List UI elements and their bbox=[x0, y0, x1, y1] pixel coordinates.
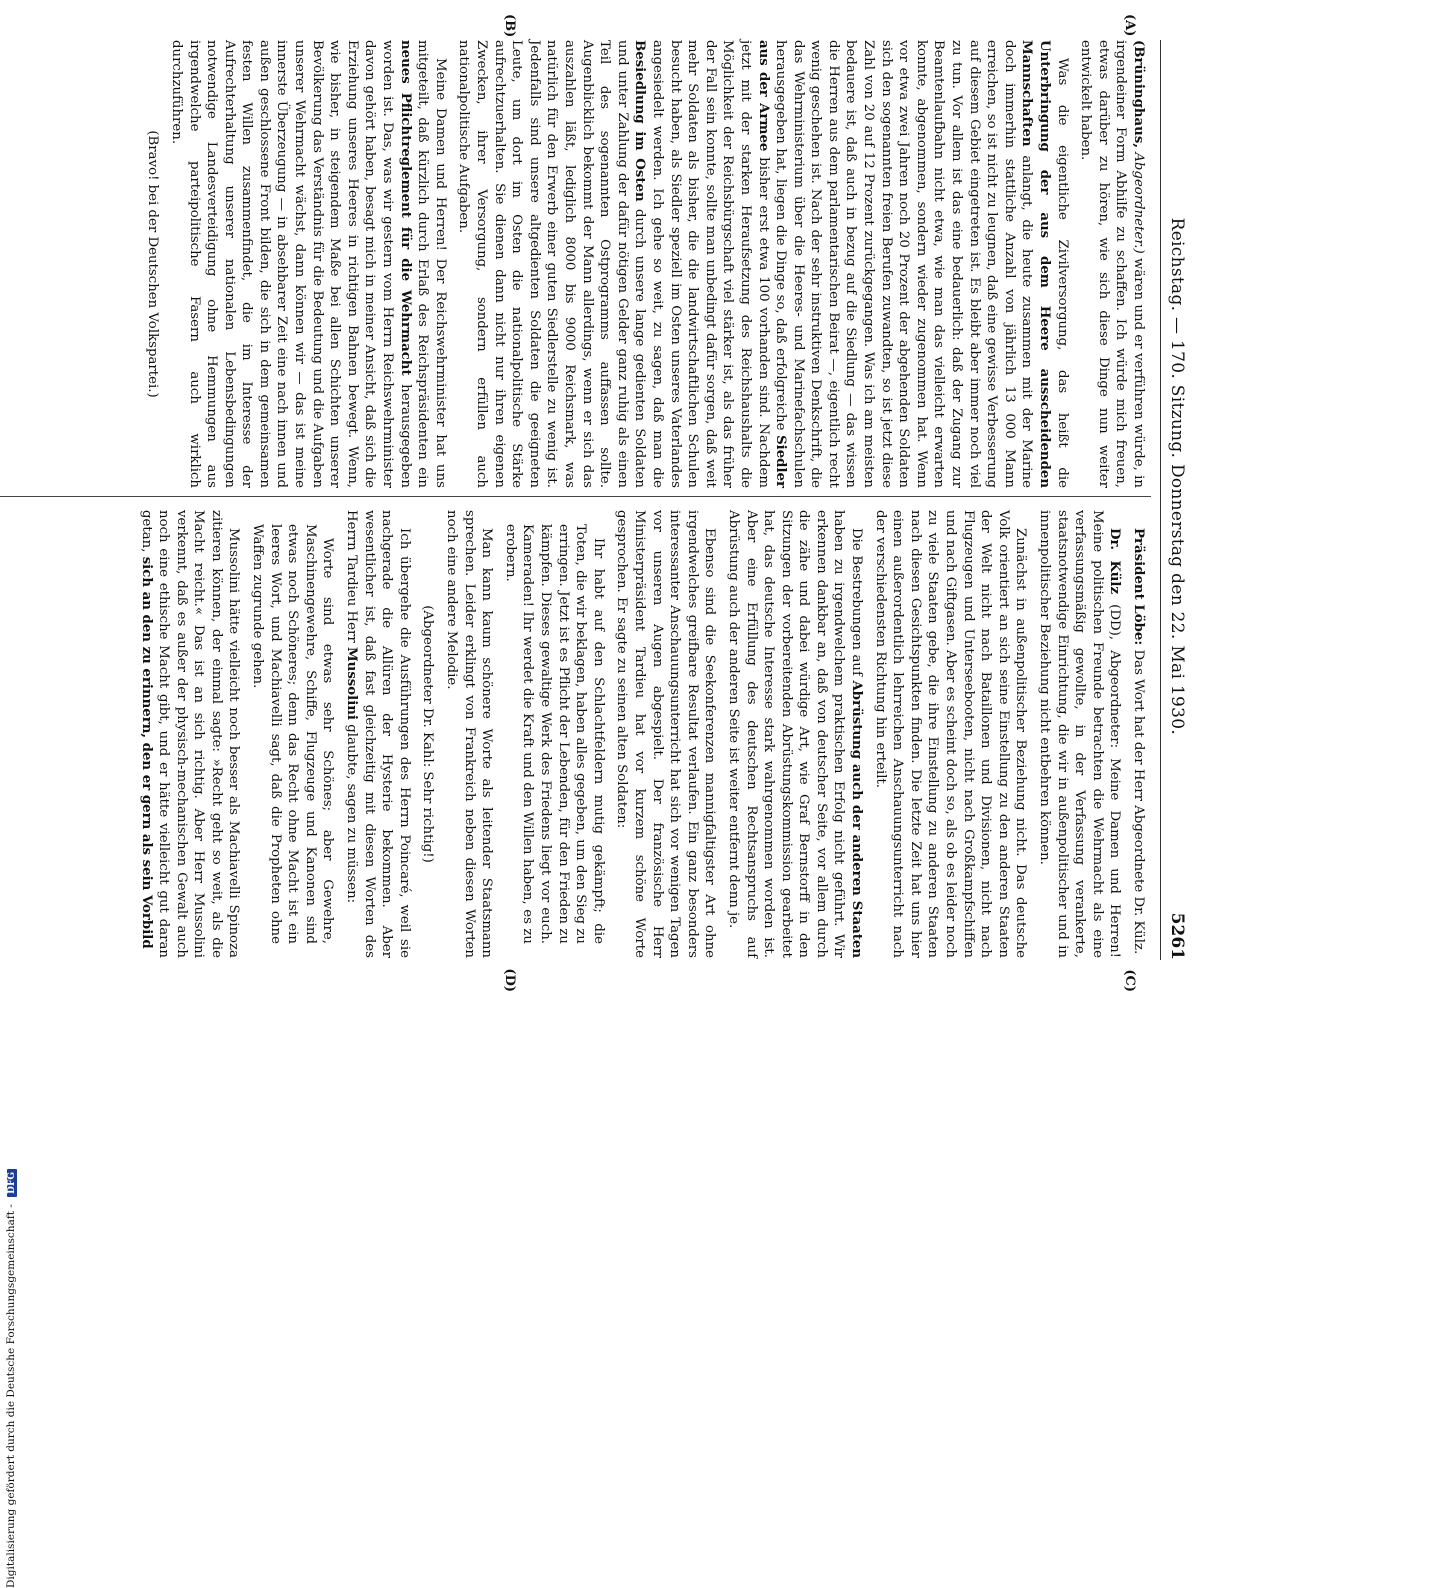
digitization-credit-text bbox=[5, 1171, 17, 1588]
text-run: glaubte, sagen zu müssen: bbox=[344, 724, 360, 904]
quotation: Worte sind etwas sehr Schönes; aber Gewehre, Maschinengewehre, Schiffe, Flugzeuge und Kanonen sind etwas noch Schöneres; denn das Recht ohne Macht ist ein leeres Wort, und Machiavelli sagt, daß die Propheten ohne Waffen zugrunde gehen. bbox=[250, 524, 336, 944]
emphasis-run: Siedler aus der Armee bbox=[755, 40, 789, 488]
margin-marker-a: (A) bbox=[1122, 14, 1137, 37]
emphasis-run: Unterbringung der aus dem Heere ausscheidenden Mannschaften bbox=[1019, 40, 1053, 488]
quotation: Ihr habt auf den Schlachtfeldern mutig gekämpft; die Toten, die wir beklagen, haben alles gegeben, um den Sieg zu erringen. Jetzt ist es Pflicht der Lebenden, für den Frieden zu kämpfen. Dieses gewaltige Werk des Friedens liegt vor euch. Kameraden! Ihr werdet die Kraft und den Willen haben, es zu erobern. bbox=[502, 524, 606, 944]
page-title: Reichstag. — 170. Sitzung. Donnerstag den 22. Mai 1930. bbox=[1167, 217, 1187, 736]
paragraph: Ebenso sind die Seekonferenzen mannigfaltigster Art ohne irgendwelches greifbare Resultat verlaufen. Ein ganz besonders interessanter Anschauungsunterricht hat sich vor wenigen Tagen vor unseren Augen abgespielt. Der französische Herr Ministerpräsident Tardieu hat vor kurzem schöne Worte gesprochen. Er sagte zu seinen alten Soldaten: bbox=[614, 510, 718, 958]
paragraph bbox=[1035, 510, 1123, 958]
emphasis-run: neues Pflichtreglement für die Wehrmacht bbox=[397, 40, 413, 376]
text-run: Die Bestrebungen auf bbox=[849, 528, 865, 676]
digitization-credit bbox=[3, 600, 17, 1588]
speaker-name: Präsident Löbe: bbox=[1131, 528, 1146, 646]
text-run: Was die eigentliche Zivilversorgung, das heißt die bbox=[1054, 58, 1070, 488]
emphasis-run: Mussolini bbox=[344, 646, 360, 720]
column-divider bbox=[0, 496, 1151, 497]
page-number: 5261 bbox=[1167, 912, 1187, 960]
paragraph-text: wären und er verführen würde, in irgendeiner Form Abhilfe zu schaffen. Ich würde mich freuen, etwas darüber zu hören, wie sich diese Dinge nun weiter entwickelt haben. bbox=[1078, 40, 1146, 488]
speaker-name: (Brüninghaus, bbox=[1131, 40, 1146, 148]
text-run: durch unsere lange gedienten Soldaten und unter Zahlung der dafür nötigen Gelder ganz ruhig als einen Teil des sogenannten Ostprogramms auffassen sollte. Augenblicklich bekommt der Mann allerdings, wenn er sich das auszahlen läßt, lediglich 8000 bis 9000 Reichsmark, was natürlich für den Erwerb einer guten Siedlerstelle zu wenig ist. Jedenfalls sind unsere altgedienten Soldaten die geeigneten Leute, um dort im Osten die nationalpolitische Stärke aufrechtzuerhalten. Sie dienen dann nicht nur ihren eigenen Zwecken, ihrer Versorgung, sondern erfüllen auch nationalpolitische Aufgaben. bbox=[456, 40, 648, 488]
interjection: (Abgeordneter Dr. Kahl: Sehr richtig!) bbox=[420, 605, 436, 863]
paragraph bbox=[1077, 40, 1147, 488]
text-run: Mussolini hätte vielleicht noch besser als Machiavelli Spinoza zitieren können, der einmal sagte: »Recht geht so weit, als die Macht reicht.« Das ist an sich richtig. Aber Herr Mussolini verkennt, daß es außer der physisch-mechanischen Gewalt auch noch eine ethische Macht gibt, und er hätte vielleicht gut daran getan, bbox=[138, 510, 242, 958]
emphasis-run: Besiedlung im Osten bbox=[632, 40, 648, 202]
margin-marker-d: (D) bbox=[502, 968, 517, 992]
interjection: (Bravo! bei der Deutschen Volkspartei.) bbox=[145, 130, 161, 398]
paragraph: Zunächst in außenpolitischer Beziehung nicht. Das deutsche Volk orientiert an sich seine Einstellung zu den anderen Staaten der Welt nicht nach Bataillonen und Divisionen, nicht nach Flugzeugen und Unterseebooten, nicht nach Großkampfschiffen und nach Giftgasen. Aber es scheint doch so, als ob es leider noch zu viele Staaten gebe, die ihre Einstellung zu anderen Staaten nach diesen Gesichtspunkten finden. Die letzte Zeit hat uns hier einen außerordentlich lehrreichen Anschauungsunterricht nach der verschiedensten Richtung hin erteilt. bbox=[872, 510, 1029, 958]
margin-marker-c: (C) bbox=[1122, 969, 1137, 992]
paragraph bbox=[342, 510, 412, 958]
emphasis-run: Abrüstung auch der anderen Staaten bbox=[849, 680, 865, 959]
paragraph bbox=[167, 40, 449, 488]
paragraph bbox=[455, 40, 1071, 488]
dfg-logo: DFG bbox=[7, 1169, 17, 1197]
left-column bbox=[0, 40, 1147, 488]
text-run: Das Wort hat der Herr Abgeordnete Dr. Külz. bbox=[1131, 649, 1146, 955]
paragraph bbox=[1129, 510, 1147, 958]
text-run: anlangt, die heute zusammen mit der Marine doch immerhin stattliche Anzahl von jährlich 13 000 Mann erreichen, so ist nicht zu leugnen, daß eine gewisse Verbesserung auf diesem Gebiet eingetreten ist. Es bleibt aber immer noch viel zu tun. Vor allem ist das eine bedauerlich: daß der Zugang zur Beamtenlaufbahn nicht etwa, wie man das vielleicht erwarten konnte, abgenommen, sondern wieder zugenommen hat. Wenn vor etwa zwei Jahren noch 20 Prozent der abgehenden Soldaten sich den sogenannten freien Berufen zuwandten, so ist jetzt diese Zahl von 20 auf 12 Prozent zurückgegangen. Was ich am meisten bedauere ist, daß auch in bezug auf die Siedlung — das wissen die Herren aus dem parlamentarischen Beirat —, eigentlich recht wenig geschehen ist. Nach der sehr instruktiven Denkschrift, die das Wehrministerium über die Heeres- und Marinefachschulen herausgegeben hat, liegen die Dinge so, daß erfolgreiche bbox=[773, 40, 1035, 488]
text-run: Ich übergehe die Ausführungen des Herrn Poincaré, weil sie nachgerade die Allüren der Hysterie bekommen. Aber wesentlicher ist, daß fast gleichzeitig mit diesen Worten des Herrn Tardieu Herr bbox=[344, 510, 412, 958]
text-run: haben zu irgendwelchem praktischen Erfolg nicht geführt. Wir erkennen dankbar an, daß von deutscher Seite, vor allem durch die zähe und dabei würdige Art, wie Graf Bernstorff in den Sitzungen der vorbereitenden Abrüstungskommission gearbeitet hat, das deutsche Interesse stark wahrgenommen worden ist. Aber eine Erfüllung des deutschen Rechtsanspruchs auf Abrüstung auch der anderen Seite ist weiter entfernt denn je. bbox=[725, 510, 847, 958]
speaker-name: Dr. Külz bbox=[1107, 528, 1123, 595]
paragraph bbox=[724, 510, 865, 958]
speaker-role: Abgeordneter.) bbox=[1131, 152, 1146, 254]
page-header bbox=[1160, 40, 1187, 960]
text-run: bisher erst etwa 100 vorhanden sind. Nachdem jetzt mit der starken Heraufsetzung des Reichshaushalts die Möglichkeit der Reichsbürgschaft viel stärker ist, als das früher der Fall sein konnte, sollte man unbedingt dafür sorgen, daß weit mehr Soldaten als bisher, die die landwirtschaftlichen Schulen besucht haben, als Siedler speziell im Osten unseres Vaterlandes angesiedelt werden. Ich gehe so weit, zu sagen, daß man die bbox=[649, 40, 771, 488]
text-run: (DD), Abgeordneter: Meine Damen und Herren! Meine politischen Freunde betrachten die Wehrmacht als eine verfassungsmäßig gewollte, in der Verfassung verankerte, staatsnotwendige Einrichtung, die wir in außenpolitischer und in innenpolitischer Beziehung nicht entbehren können. bbox=[1037, 510, 1123, 958]
text-run: herausgegeben worden ist. Das, was wir gestern vom Herrn Reichswehrminister davon gehört haben, besagt mich in meiner Ansicht, daß sich die Erziehung unseres Heeres in richtigen Bahnen bewegt. Wenn, wie bisher, in steigendem Maße bei allen Schichten unserer Bevölkerung das Verständnis für die Bedeutung und die Aufgaben unserer Wehrmacht wächst, dann können wir — das ist meine innerste Überzeugung — in absehbarer Zeit eine nach innen und außen geschlossene Front bilden, die sich in dem gemeinsamen festen Willen zusammenfindet, die im Interesse der Aufrechterhaltung unserer nationalen Lebensbedingungen notwendige Landesverteidigung ohne Hemmungen aus irgendwelche parteipolitische Fasern auch wirklich durchzuführen. bbox=[168, 40, 413, 488]
right-column bbox=[0, 510, 1147, 958]
credit-label: Digitalisierung gefördert durch die Deutsche Forschungsgemeinschaft - bbox=[5, 1204, 17, 1588]
paragraph bbox=[137, 510, 243, 958]
emphasis-run: sich an den zu erinnern, den er gern als sein Vorbild bbox=[138, 556, 154, 949]
margin-marker-b: (B) bbox=[502, 14, 517, 38]
paragraph: Man kann kaum schönere Worte als leitender Staatsmann sprechen. Leider erklingt von Frankreich neben diesen Worten noch eine andere Melodie. bbox=[444, 510, 495, 958]
text-run: Meine Damen und Herren! Der Reichswehrminister hat uns mitgeteilt, daß kürzlich durch Erlaß des Reichspräsidenten ein bbox=[415, 40, 448, 488]
